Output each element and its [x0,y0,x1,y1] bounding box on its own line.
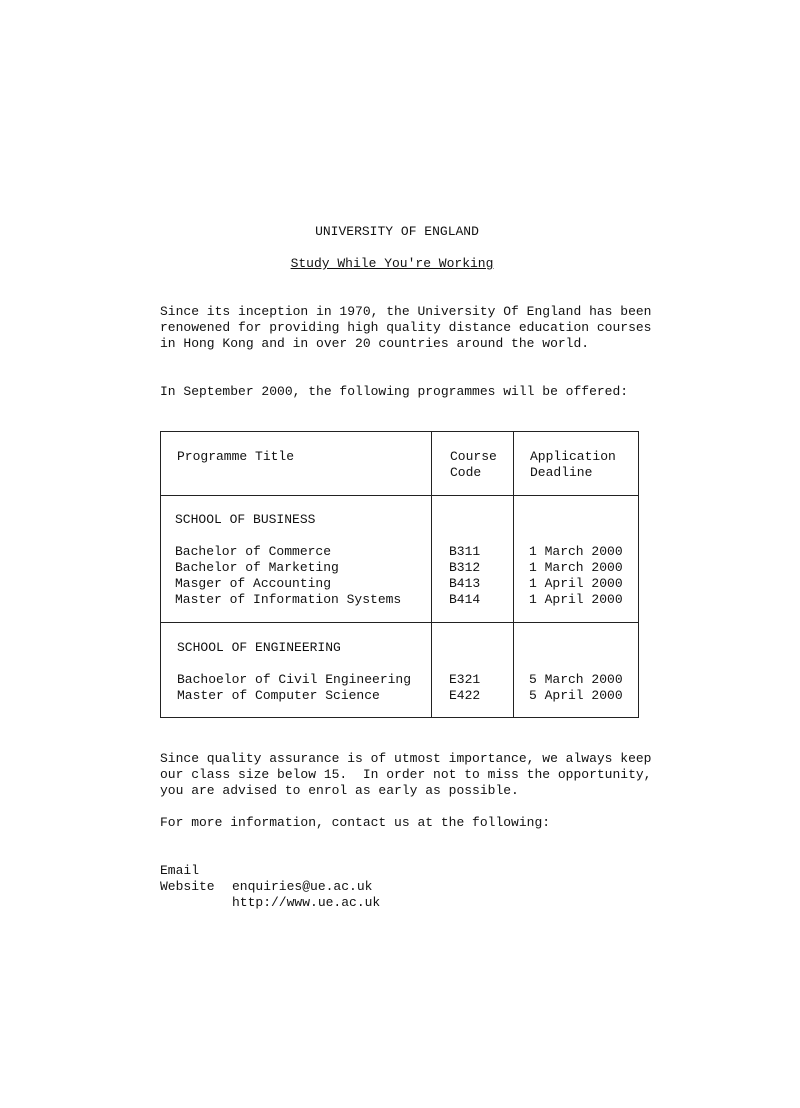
application-deadline: 1 March 2000 [529,560,623,575]
offer-paragraph: In September 2000, the following programmes will be offered: [160,384,629,399]
table-column-divider [431,432,432,717]
header-deadline-line2: Deadline [530,465,593,480]
header-course-code-line2: Code [450,465,482,480]
application-deadline: 5 March 2000 [529,672,623,687]
contact-label: Website [160,879,215,894]
course-code: E321 [449,672,481,687]
intro-paragraph: Since its inception in 1970, the University Of England has been renowened for providing high quality distance education courses in Hong Kong and in over 20 countries around the world. [160,304,660,351]
application-deadline: 5 April 2000 [529,688,623,703]
course-code: B311 [449,544,481,559]
email-address: enquiries@ue.ac.uk [232,879,373,894]
course-code: B312 [449,560,481,575]
website-url: http://www.ue.ac.uk [232,895,381,910]
programme-name: Master of Computer Science [177,688,380,703]
school-heading: SCHOOL OF ENGINEERING [177,640,341,655]
programme-name: Bachelor of Commerce [175,544,332,559]
header-programme-title: Programme Title [177,449,295,464]
course-code: B414 [449,592,481,607]
header-deadline-line1: Application [530,449,616,464]
application-deadline: 1 March 2000 [529,544,623,559]
table-row-divider [161,495,638,496]
programme-name: Bachelor of Marketing [175,560,339,575]
programme-name: Masger of Accounting [175,576,332,591]
document-subtitle: Study While You're Working [290,256,494,271]
application-deadline: 1 April 2000 [529,592,623,607]
header-course-code-line1: Course [450,449,497,464]
course-code: E422 [449,688,481,703]
programme-table [160,431,639,718]
contact-intro: For more information, contact us at the following: [160,815,551,830]
programme-name: Master of Information Systems [175,592,402,607]
application-deadline: 1 April 2000 [529,576,623,591]
table-column-divider [513,432,514,717]
closing-paragraph: Since quality assurance is of utmost importance, we always keep our class size below 15. In order not to miss the opportunity, you are advised to enrol as early as possible. [160,751,660,798]
document-title: UNIVERSITY OF ENGLAND [315,224,479,239]
programme-name: Bachoelor of Civil Engineering [177,672,412,687]
course-code: B413 [449,576,481,591]
school-heading: SCHOOL OF BUSINESS [175,512,316,527]
contact-label: Email [160,863,200,878]
table-row-divider [161,622,638,623]
